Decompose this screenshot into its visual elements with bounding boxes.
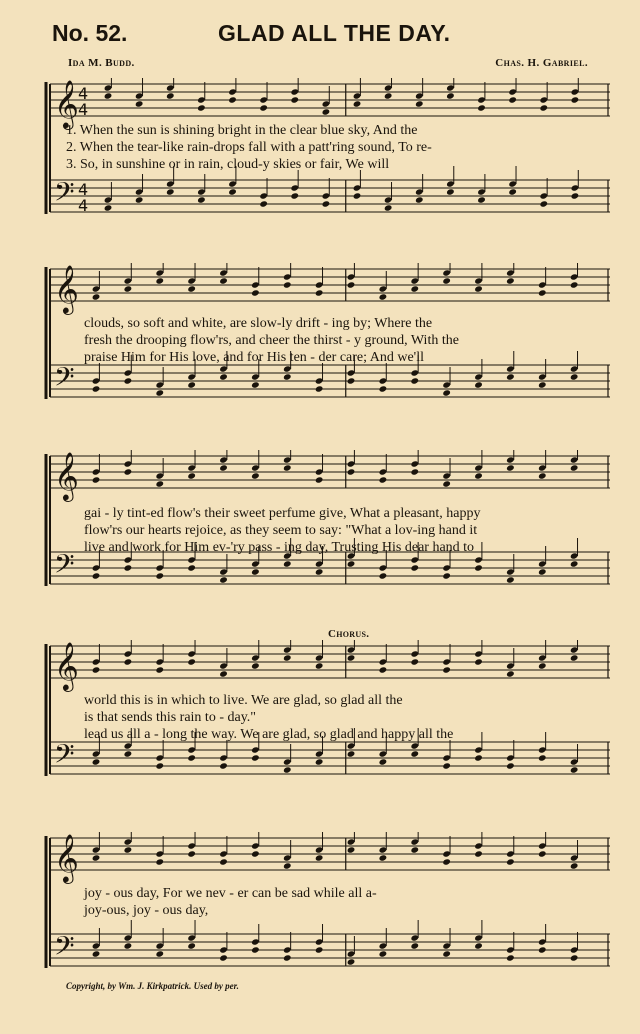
notehead bbox=[506, 576, 515, 583]
notehead bbox=[155, 950, 164, 957]
lyric-line: joy - ous day, For we nev - er can be sad while all a- bbox=[84, 886, 377, 901]
notehead bbox=[570, 281, 579, 288]
notehead bbox=[506, 277, 515, 284]
notehead bbox=[508, 188, 517, 195]
notehead bbox=[506, 762, 515, 769]
bass-clef-icon: 𝄢 bbox=[54, 548, 75, 586]
notehead bbox=[474, 381, 483, 388]
notehead bbox=[92, 476, 101, 483]
notehead bbox=[570, 560, 579, 567]
notehead bbox=[379, 758, 388, 765]
notehead bbox=[315, 289, 324, 296]
notehead bbox=[538, 381, 547, 388]
notehead bbox=[538, 946, 547, 953]
notehead bbox=[347, 654, 356, 661]
notehead bbox=[570, 862, 579, 869]
notehead bbox=[124, 846, 133, 853]
notehead bbox=[353, 100, 362, 107]
notehead bbox=[410, 468, 419, 475]
hymn-number: No. 52. bbox=[52, 20, 128, 46]
notehead bbox=[379, 666, 388, 673]
notehead bbox=[187, 754, 196, 761]
notehead bbox=[384, 92, 393, 99]
notehead bbox=[571, 96, 580, 103]
notehead bbox=[508, 96, 517, 103]
copyright-footer: Copyright, by Wm. J. Kirkpatrick. Used by per. bbox=[66, 981, 239, 991]
time-signature-top: 4 bbox=[78, 84, 89, 103]
notehead bbox=[442, 950, 451, 957]
treble-clef-icon: 𝄞 bbox=[54, 264, 79, 313]
time-signature-bottom: 4 bbox=[78, 100, 89, 119]
notehead bbox=[251, 662, 260, 669]
notehead bbox=[538, 472, 547, 479]
notehead bbox=[474, 942, 483, 949]
lyric-line: 3. So, in sunshine or in rain, cloud-y skies or fair, We will bbox=[66, 157, 390, 172]
notehead bbox=[538, 850, 547, 857]
notehead bbox=[474, 754, 483, 761]
notehead bbox=[228, 96, 237, 103]
treble-clef-icon: 𝄞 bbox=[54, 641, 79, 690]
notehead bbox=[92, 385, 101, 392]
notehead bbox=[410, 942, 419, 949]
notehead bbox=[415, 100, 424, 107]
notehead bbox=[259, 200, 268, 207]
notehead bbox=[283, 862, 292, 869]
notehead bbox=[104, 92, 113, 99]
bass-clef-icon: 𝄢 bbox=[54, 738, 75, 776]
notehead bbox=[474, 472, 483, 479]
notehead bbox=[347, 377, 356, 384]
notehead bbox=[92, 666, 101, 673]
notehead bbox=[187, 472, 196, 479]
notehead bbox=[155, 572, 164, 579]
lyric-line: fresh the drooping flow'rs, and cheer the thirst - y ground, With the bbox=[84, 333, 459, 348]
notehead bbox=[124, 377, 133, 384]
notehead bbox=[539, 200, 548, 207]
lyric-line: gai - ly tint-ed flow's their sweet perfume give, What a pleasant, happy bbox=[84, 506, 481, 521]
notehead bbox=[251, 381, 260, 388]
notehead bbox=[219, 576, 228, 583]
notehead bbox=[538, 289, 547, 296]
notehead bbox=[442, 858, 451, 865]
notehead bbox=[442, 666, 451, 673]
notehead bbox=[506, 373, 515, 380]
notehead bbox=[155, 858, 164, 865]
bass-clef-icon: 𝄢 bbox=[54, 176, 75, 214]
notehead bbox=[538, 754, 547, 761]
notehead bbox=[187, 942, 196, 949]
notehead bbox=[474, 658, 483, 665]
notehead bbox=[283, 373, 292, 380]
notehead bbox=[442, 762, 451, 769]
lyric-line: flow'rs our hearts rejoice, as they seem to say: "What a lov-ing hand it bbox=[84, 523, 478, 538]
notehead bbox=[187, 850, 196, 857]
notehead bbox=[251, 568, 260, 575]
hymn-title: GLAD ALL THE DAY. bbox=[218, 20, 451, 46]
notehead bbox=[104, 204, 113, 211]
notehead bbox=[155, 480, 164, 487]
notehead bbox=[166, 92, 175, 99]
music-credit: Chas. H. Gabriel. bbox=[495, 57, 588, 69]
treble-clef-icon: 𝄞 bbox=[54, 451, 79, 500]
notehead bbox=[251, 850, 260, 857]
notehead bbox=[315, 662, 324, 669]
notehead bbox=[315, 476, 324, 483]
notehead bbox=[539, 104, 548, 111]
notehead bbox=[135, 100, 144, 107]
notehead bbox=[410, 377, 419, 384]
notehead bbox=[477, 104, 486, 111]
notehead bbox=[379, 950, 388, 957]
notehead bbox=[155, 277, 164, 284]
notehead bbox=[92, 950, 101, 957]
notehead bbox=[290, 192, 299, 199]
notehead bbox=[384, 204, 393, 211]
bass-clef-icon: 𝄢 bbox=[54, 930, 75, 968]
notehead bbox=[124, 285, 133, 292]
notehead bbox=[155, 666, 164, 673]
notehead bbox=[322, 108, 331, 115]
notehead bbox=[410, 285, 419, 292]
notehead bbox=[506, 464, 515, 471]
lyric-line: 1. When the sun is shining bright in the clear blue sky, And the bbox=[66, 123, 418, 138]
notehead bbox=[347, 750, 356, 757]
notehead bbox=[283, 654, 292, 661]
notehead bbox=[219, 277, 228, 284]
notehead bbox=[506, 670, 515, 677]
notehead bbox=[570, 373, 579, 380]
lyric-line: lead us all a - long the way. We are glad, so glad and happy all the bbox=[84, 727, 454, 742]
notehead bbox=[283, 464, 292, 471]
notehead bbox=[251, 472, 260, 479]
notehead bbox=[315, 946, 324, 953]
notehead bbox=[570, 766, 579, 773]
notehead bbox=[571, 192, 580, 199]
notehead bbox=[347, 560, 356, 567]
lyric-line: is that sends this rain to - day." bbox=[84, 710, 257, 725]
notehead bbox=[347, 468, 356, 475]
notehead bbox=[283, 560, 292, 567]
time-signature-top: 4 bbox=[78, 180, 89, 199]
notehead bbox=[570, 954, 579, 961]
notehead bbox=[283, 766, 292, 773]
notehead bbox=[124, 468, 133, 475]
notehead bbox=[570, 464, 579, 471]
notehead bbox=[187, 285, 196, 292]
notehead bbox=[124, 658, 133, 665]
notehead bbox=[135, 196, 144, 203]
notehead bbox=[322, 200, 331, 207]
notehead bbox=[259, 104, 268, 111]
notehead bbox=[283, 954, 292, 961]
time-signature-bottom: 4 bbox=[78, 196, 89, 215]
notehead bbox=[353, 192, 362, 199]
notehead bbox=[124, 750, 133, 757]
notehead bbox=[92, 572, 101, 579]
treble-clef-icon: 𝄞 bbox=[54, 79, 79, 128]
notehead bbox=[187, 564, 196, 571]
notehead bbox=[442, 277, 451, 284]
notehead bbox=[410, 846, 419, 853]
notehead bbox=[379, 476, 388, 483]
notehead bbox=[251, 289, 260, 296]
lyric-line: clouds, so soft and white, are slow-ly drift - ing by; Where the bbox=[84, 316, 433, 331]
notehead bbox=[474, 850, 483, 857]
notehead bbox=[315, 385, 324, 392]
notehead bbox=[219, 464, 228, 471]
notehead bbox=[219, 670, 228, 677]
notehead bbox=[315, 854, 324, 861]
notehead bbox=[219, 373, 228, 380]
notehead bbox=[166, 188, 175, 195]
notehead bbox=[92, 293, 101, 300]
notehead bbox=[290, 96, 299, 103]
notehead bbox=[379, 293, 388, 300]
notehead bbox=[410, 658, 419, 665]
notehead bbox=[538, 568, 547, 575]
notehead bbox=[92, 758, 101, 765]
notehead bbox=[410, 750, 419, 757]
notehead bbox=[283, 281, 292, 288]
notehead bbox=[197, 196, 206, 203]
lyric-line: joy-ous, joy - ous day, bbox=[84, 903, 209, 918]
words-credit: Ida M. Budd. bbox=[68, 57, 135, 69]
notehead bbox=[379, 385, 388, 392]
lyric-line: live and work for Him ev-'ry pass - ing day, Trusting His dear hand to bbox=[84, 540, 475, 555]
notehead bbox=[474, 285, 483, 292]
notehead bbox=[570, 654, 579, 661]
notehead bbox=[155, 762, 164, 769]
notehead bbox=[251, 946, 260, 953]
lyric-line: world this is in which to live. We are glad, so glad all the bbox=[84, 693, 403, 708]
notehead bbox=[442, 572, 451, 579]
notehead bbox=[187, 658, 196, 665]
notehead bbox=[228, 188, 237, 195]
notehead bbox=[197, 104, 206, 111]
notehead bbox=[446, 188, 455, 195]
notehead bbox=[506, 954, 515, 961]
chorus-label: Chorus. bbox=[328, 628, 370, 640]
bass-clef-icon: 𝄢 bbox=[54, 361, 75, 399]
notehead bbox=[315, 568, 324, 575]
notehead bbox=[315, 758, 324, 765]
hymn-header bbox=[0, 20, 640, 50]
notehead bbox=[446, 92, 455, 99]
notehead bbox=[442, 389, 451, 396]
notehead bbox=[538, 662, 547, 669]
notehead bbox=[124, 942, 133, 949]
notehead bbox=[155, 389, 164, 396]
notehead bbox=[442, 480, 451, 487]
notehead bbox=[124, 564, 133, 571]
notehead bbox=[379, 854, 388, 861]
notehead bbox=[219, 762, 228, 769]
notehead bbox=[347, 958, 356, 965]
notehead bbox=[415, 196, 424, 203]
notehead bbox=[410, 564, 419, 571]
lyric-line: praise Him for His love, and for His ten - der care; And we'll bbox=[84, 350, 424, 365]
lyric-line: 2. When the tear-like rain-drops fall with a patt'ring sound, To re- bbox=[66, 140, 432, 155]
notehead bbox=[187, 381, 196, 388]
notehead bbox=[219, 858, 228, 865]
notehead bbox=[474, 564, 483, 571]
notehead bbox=[506, 858, 515, 865]
notehead bbox=[347, 281, 356, 288]
notehead bbox=[379, 572, 388, 579]
notehead bbox=[347, 846, 356, 853]
notehead bbox=[477, 196, 486, 203]
notehead bbox=[251, 754, 260, 761]
treble-clef-icon: 𝄞 bbox=[54, 833, 79, 882]
notehead bbox=[219, 954, 228, 961]
notehead bbox=[92, 854, 101, 861]
